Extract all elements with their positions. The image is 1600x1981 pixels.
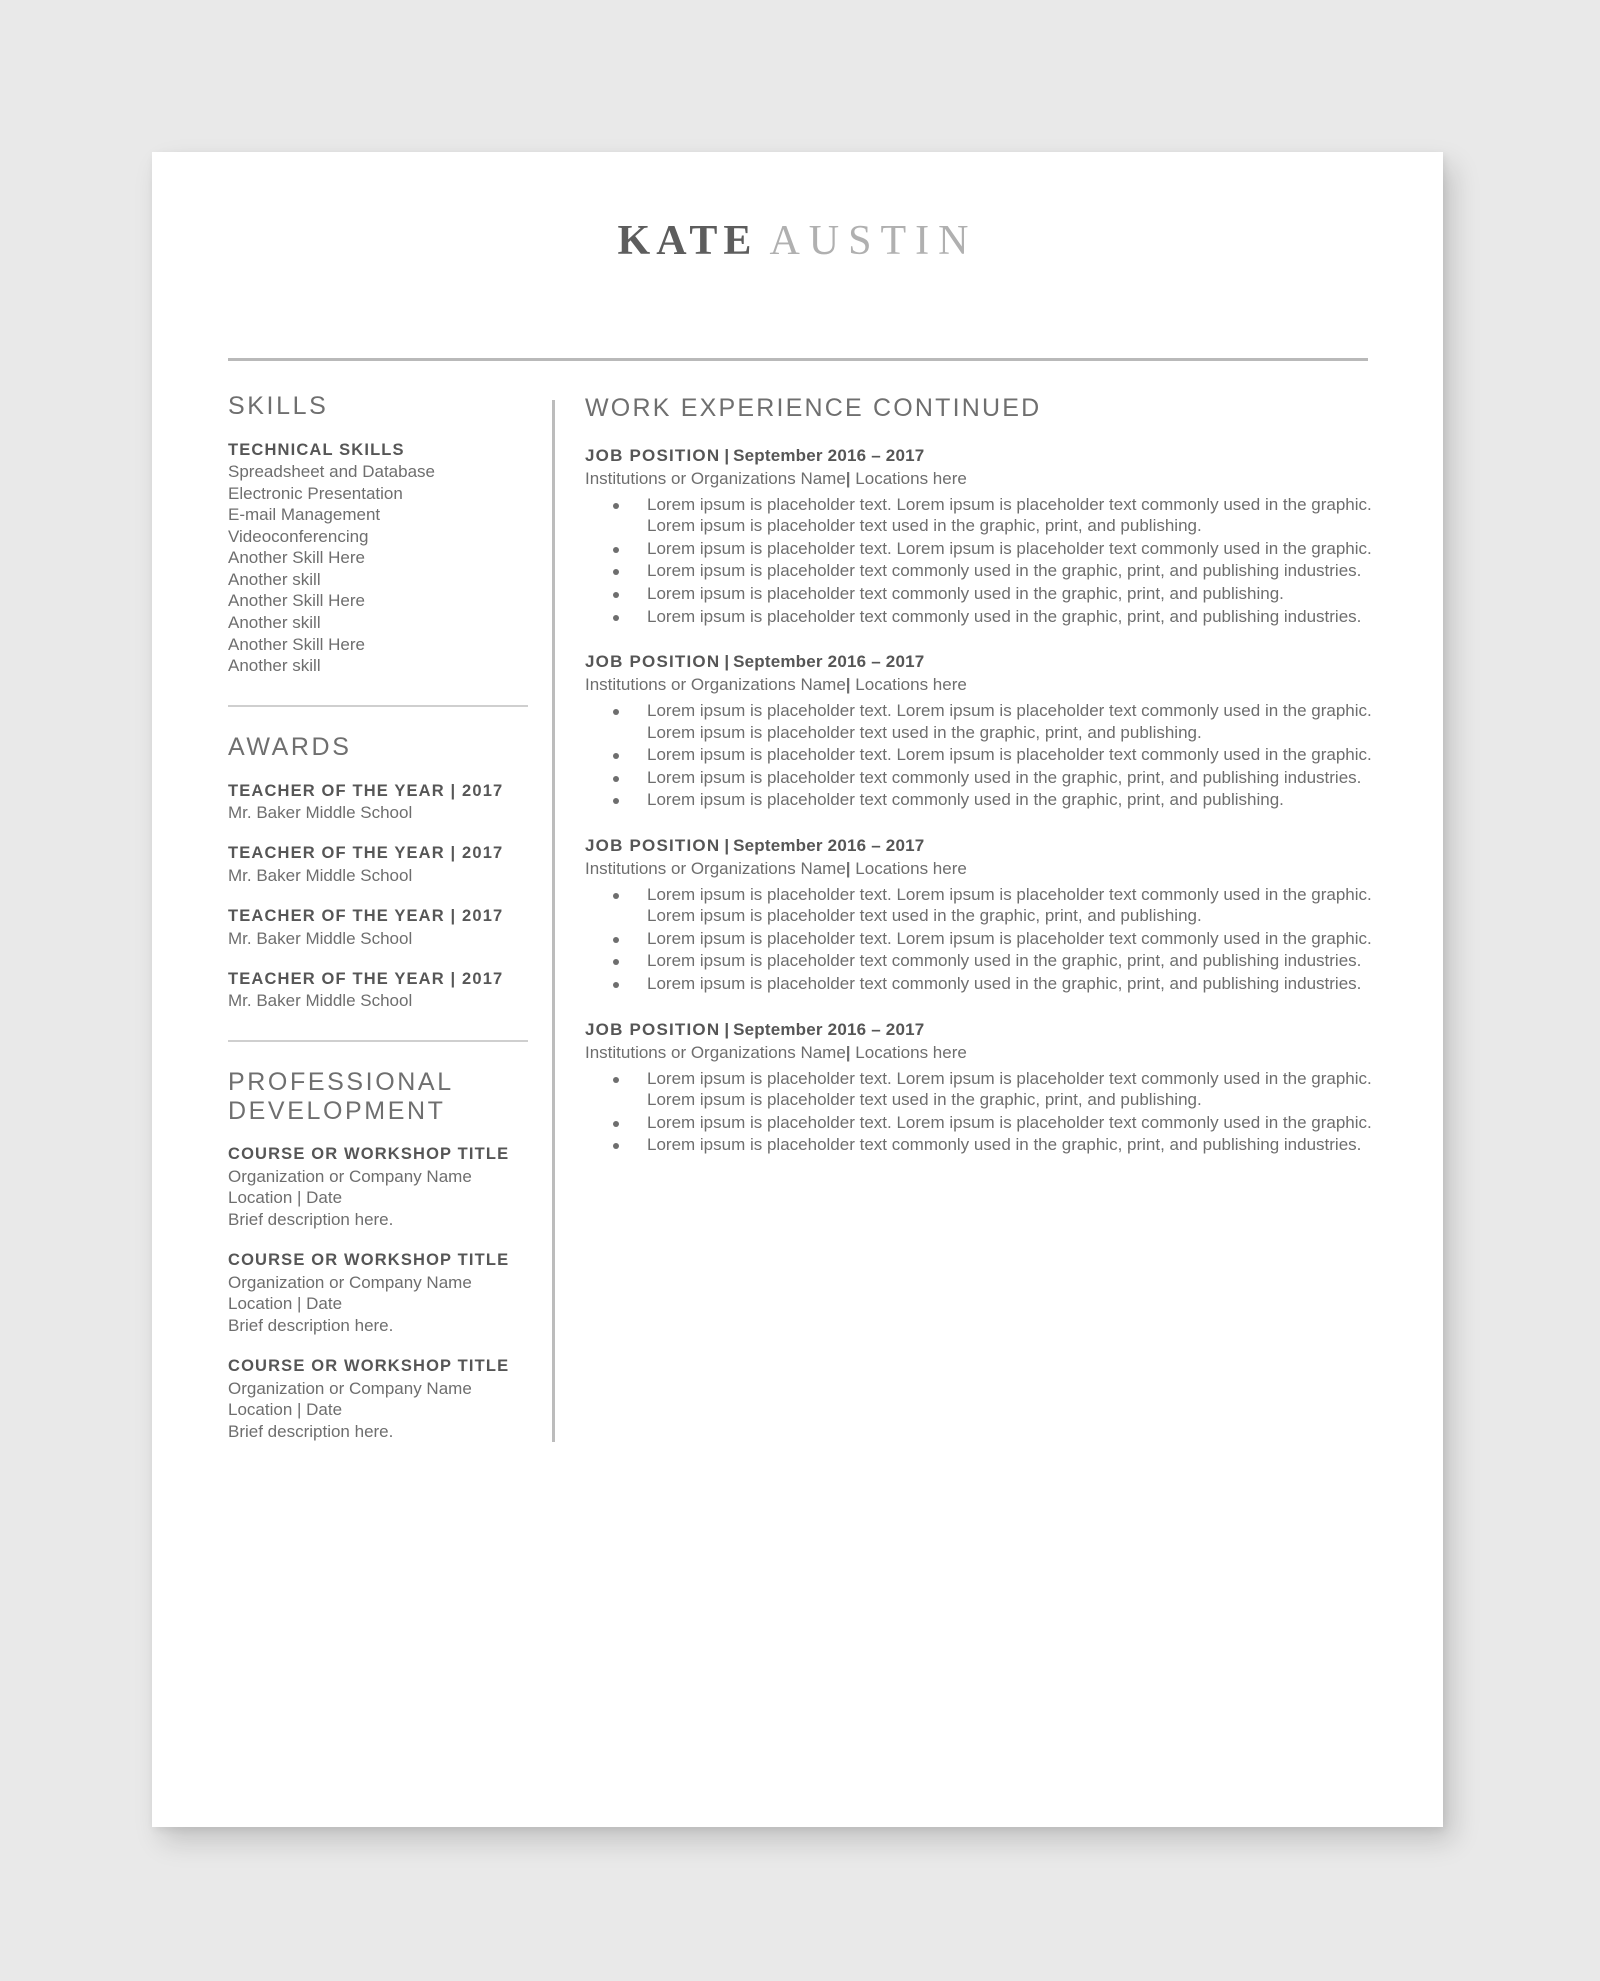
job-role: JOB POSITION — [585, 835, 721, 855]
job-role: JOB POSITION — [585, 652, 721, 672]
course-location-date: Location | Date — [228, 1400, 343, 1420]
header-divider — [228, 358, 1368, 361]
course-entry — [228, 1355, 528, 1442]
job-separator: | — [724, 445, 730, 465]
course-entry — [228, 1143, 528, 1230]
award-title: TEACHER OF THE YEAR | 2017 — [228, 781, 504, 800]
skill-item: Another skill — [228, 569, 321, 589]
course-location-date: Location | Date — [228, 1188, 343, 1208]
job-separator: | — [724, 1019, 730, 1039]
job-bullet: Lorem ipsum is placeholder text commonly used in the graphic, print, and publishing industries. — [585, 767, 1391, 789]
skill-item: Another Skill Here — [228, 548, 366, 568]
award-organization: Mr. Baker Middle School — [228, 802, 413, 822]
job-organization: Institutions or Organizations Name — [585, 1042, 846, 1062]
job-bullet: Lorem ipsum is placeholder text. Lorem ipsum is placeholder text commonly used in the graphic. Lorem ipsum is placeholder text used in the graphic, print, and publishing. — [585, 700, 1391, 743]
professional-development-heading-line2: DEVELOPMENT — [228, 1096, 446, 1125]
section-professional-development — [228, 1068, 528, 1443]
course-organization: Organization or Company Name — [228, 1272, 472, 1292]
job-entry — [585, 445, 1391, 627]
skill-item: Another Skill Here — [228, 591, 366, 611]
job-dates: September 2016 – 2017 — [733, 1019, 925, 1039]
job-organization-line — [585, 674, 1391, 697]
job-bullet-list — [585, 884, 1391, 995]
job-separator: | — [724, 835, 730, 855]
resume-page — [152, 152, 1443, 1827]
job-role: JOB POSITION — [585, 445, 721, 465]
job-org-separator: | — [845, 675, 851, 695]
job-title-line — [585, 445, 1391, 468]
course-description: Brief description here. — [228, 1209, 394, 1229]
job-bullet-list — [585, 494, 1391, 627]
course-title: COURSE OR WORKSHOP TITLE — [228, 1357, 510, 1376]
skill-item: Another skill — [228, 613, 321, 633]
professional-development-heading-line1: PROFESSIONAL — [228, 1067, 454, 1096]
job-organization-line — [585, 468, 1391, 491]
job-bullet: Lorem ipsum is placeholder text. Lorem ipsum is placeholder text commonly used in the graphic. — [585, 744, 1391, 766]
work-experience-heading: WORK EXPERIENCE CONTINUED — [585, 394, 1042, 422]
award-entry — [228, 842, 528, 886]
job-title-line — [585, 651, 1391, 674]
job-organization-line — [585, 858, 1391, 881]
course-title: COURSE OR WORKSHOP TITLE — [228, 1145, 510, 1164]
section-awards — [228, 733, 528, 1012]
job-bullet-list — [585, 1068, 1391, 1156]
skill-item: Electronic Presentation — [228, 483, 403, 503]
award-organization: Mr. Baker Middle School — [228, 928, 413, 948]
job-dates: September 2016 – 2017 — [733, 445, 925, 465]
course-entry — [228, 1249, 528, 1336]
right-column — [555, 392, 1443, 1442]
skill-item: Another Skill Here — [228, 634, 366, 654]
job-dates: September 2016 – 2017 — [733, 652, 925, 672]
award-organization: Mr. Baker Middle School — [228, 991, 413, 1011]
skill-item: Another skill — [228, 656, 321, 676]
awards-heading: AWARDS — [228, 732, 352, 761]
job-organization: Institutions or Organizations Name — [585, 675, 846, 695]
course-organization: Organization or Company Name — [228, 1166, 472, 1186]
job-bullet: Lorem ipsum is placeholder text commonly used in the graphic, print, and publishing industries. — [585, 973, 1391, 995]
job-org-separator: | — [845, 858, 851, 878]
job-dates: September 2016 – 2017 — [733, 835, 925, 855]
job-organization-line — [585, 1042, 1391, 1065]
candidate-name — [152, 220, 1443, 262]
skill-item: Videoconferencing — [228, 526, 369, 546]
job-organization: Institutions or Organizations Name — [585, 858, 846, 878]
resume-header — [152, 152, 1443, 262]
job-bullet: Lorem ipsum is placeholder text commonly used in the graphic, print, and publishing. — [585, 583, 1391, 605]
job-location: Locations here — [855, 675, 967, 695]
award-title: TEACHER OF THE YEAR | 2017 — [228, 907, 504, 926]
job-bullet: Lorem ipsum is placeholder text. Lorem ipsum is placeholder text commonly used in the graphic. — [585, 1112, 1391, 1134]
job-entry — [585, 835, 1391, 995]
job-bullet: Lorem ipsum is placeholder text commonly used in the graphic, print, and publishing industries. — [585, 950, 1391, 972]
job-org-separator: | — [845, 468, 851, 488]
professional-development-heading — [228, 1068, 528, 1126]
course-description: Brief description here. — [228, 1315, 394, 1335]
left-column — [152, 392, 552, 1442]
skill-item: Spreadsheet and Database — [228, 462, 435, 482]
job-org-separator: | — [845, 1042, 851, 1062]
job-bullet-list — [585, 700, 1391, 811]
award-title: TEACHER OF THE YEAR | 2017 — [228, 970, 504, 989]
job-entry — [585, 651, 1391, 811]
course-organization: Organization or Company Name — [228, 1378, 472, 1398]
award-entry — [228, 780, 528, 824]
job-location: Locations here — [855, 468, 967, 488]
award-title: TEACHER OF THE YEAR | 2017 — [228, 844, 504, 863]
job-location: Locations here — [855, 858, 967, 878]
course-description: Brief description here. — [228, 1421, 394, 1441]
job-bullet: Lorem ipsum is placeholder text commonly used in the graphic, print, and publishing. — [585, 789, 1391, 811]
first-name: KATE — [617, 218, 758, 264]
job-title-line — [585, 835, 1391, 858]
award-organization: Mr. Baker Middle School — [228, 865, 413, 885]
job-location: Locations here — [855, 1042, 967, 1062]
job-title-line — [585, 1019, 1391, 1042]
section-skills — [228, 392, 528, 677]
job-bullet: Lorem ipsum is placeholder text. Lorem ipsum is placeholder text commonly used in the graphic. — [585, 538, 1391, 560]
job-bullet: Lorem ipsum is placeholder text. Lorem ipsum is placeholder text commonly used in the graphic. — [585, 928, 1391, 950]
job-bullet: Lorem ipsum is placeholder text. Lorem ipsum is placeholder text commonly used in the graphic. Lorem ipsum is placeholder text used in the graphic, print, and publishing. — [585, 494, 1391, 537]
job-bullet: Lorem ipsum is placeholder text commonly used in the graphic, print, and publishing industries. — [585, 1134, 1391, 1156]
resume-body — [152, 392, 1443, 1442]
skills-awards-divider — [228, 705, 528, 707]
skills-heading: SKILLS — [228, 392, 329, 420]
last-name: AUSTIN — [769, 218, 978, 264]
job-bullet: Lorem ipsum is placeholder text. Lorem ipsum is placeholder text commonly used in the graphic. Lorem ipsum is placeholder text used in the graphic, print, and publishing. — [585, 1068, 1391, 1111]
job-bullet: Lorem ipsum is placeholder text commonly used in the graphic, print, and publishing industries. — [585, 606, 1391, 628]
job-role: JOB POSITION — [585, 1019, 721, 1039]
job-organization: Institutions or Organizations Name — [585, 468, 846, 488]
skill-item: E-mail Management — [228, 505, 381, 525]
award-entry — [228, 905, 528, 949]
job-entry — [585, 1019, 1391, 1156]
course-title: COURSE OR WORKSHOP TITLE — [228, 1251, 510, 1270]
course-location-date: Location | Date — [228, 1294, 343, 1314]
job-bullet: Lorem ipsum is placeholder text. Lorem ipsum is placeholder text commonly used in the graphic. Lorem ipsum is placeholder text used in the graphic, print, and publishing. — [585, 884, 1391, 927]
skills-list — [228, 461, 528, 677]
job-bullet: Lorem ipsum is placeholder text commonly used in the graphic, print, and publishing industries. — [585, 560, 1391, 582]
technical-skills-subheading: TECHNICAL SKILLS — [228, 440, 405, 459]
awards-development-divider — [228, 1040, 528, 1042]
job-separator: | — [724, 652, 730, 672]
award-entry — [228, 968, 528, 1012]
